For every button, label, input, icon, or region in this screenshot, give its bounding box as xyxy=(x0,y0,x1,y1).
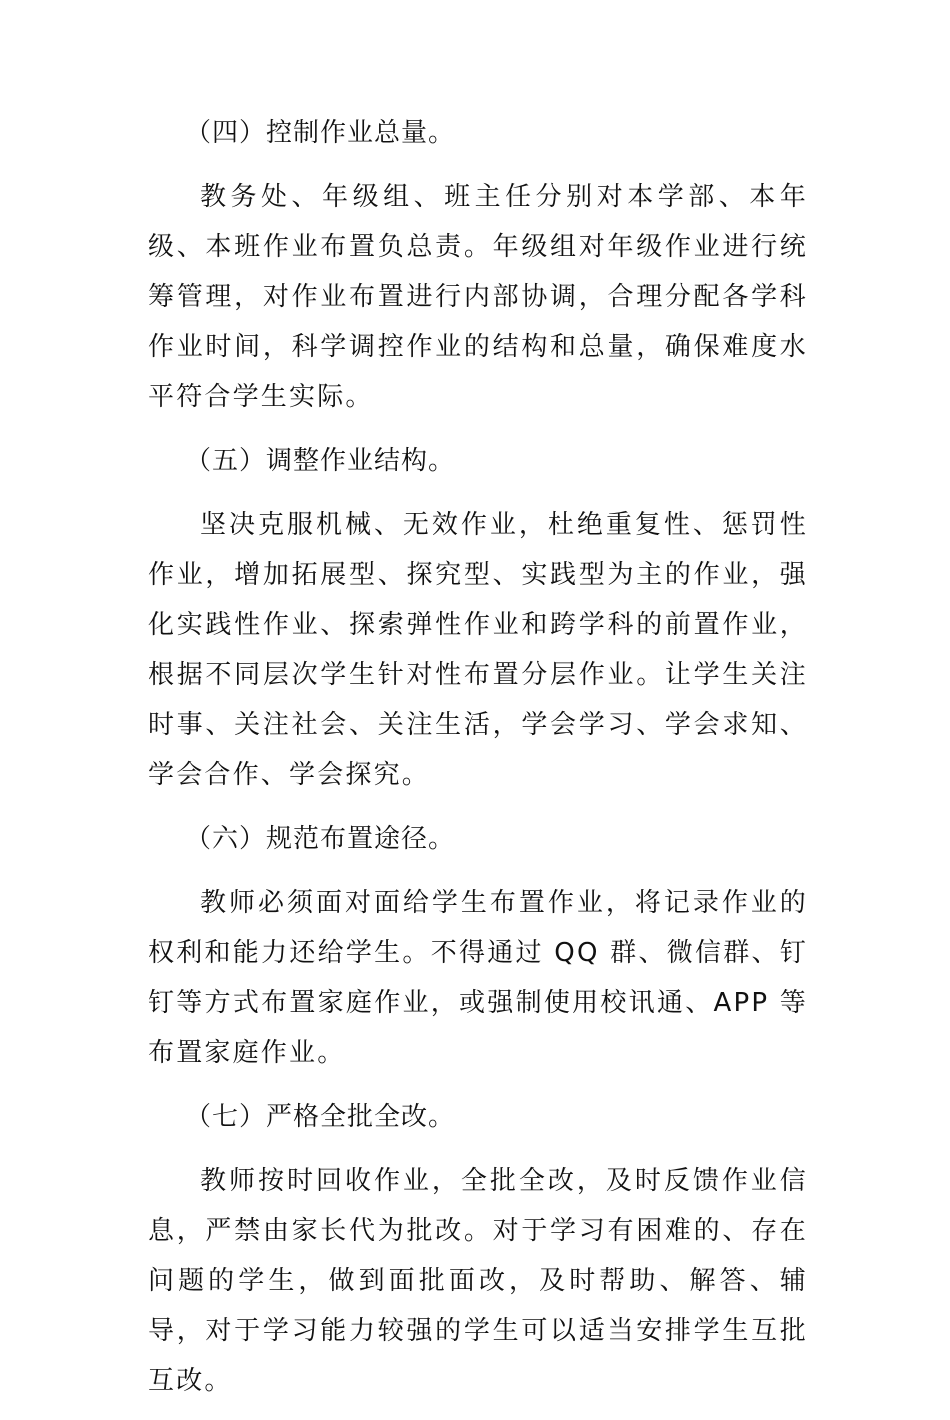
section-paragraph-4: 教务处、年级组、班主任分别对本学部、本年级、本班作业布置负总责。年级组对年级作业进行统筹管理，对作业布置进行内部协调，合理分配各学科作业时间，科学调控作业的结构和总量，确保难度水平符合学生实际。 xyxy=(148,182,808,412)
section-heading-7: （七）严格全批全改。 xyxy=(185,1102,456,1132)
section-paragraph-7: 教师按时回收作业，全批全改，及时反馈作业信息，严禁由家长代为批改。对于学习有困难的、存在问题的学生，做到面批面改，及时帮助、解答、辅导，对于学习能力较强的学生可以适当安排学生互批互改。 xyxy=(148,1166,808,1396)
document-body xyxy=(148,108,808,1420)
section-heading-5: （五）调整作业结构。 xyxy=(185,446,456,476)
section-heading-4: （四）控制作业总量。 xyxy=(185,118,456,148)
section-paragraph-5: 坚决克服机械、无效作业，杜绝重复性、惩罚性作业，增加拓展型、探究型、实践型为主的作业，强化实践性作业、探索弹性作业和跨学科的前置作业，根据不同层次学生针对性布置分层作业。让学生关注时事、关注社会、关注生活，学会学习、学会求知、学会合作、学会探究。 xyxy=(148,510,808,790)
section-heading-6: （六）规范布置途径。 xyxy=(185,824,456,854)
section-paragraph-6: 教师必须面对面给学生布置作业，将记录作业的权利和能力还给学生。不得通过 QQ 群、微信群、钉钉等方式布置家庭作业，或强制使用校讯通、APP 等布置家庭作业。 xyxy=(148,888,808,1068)
